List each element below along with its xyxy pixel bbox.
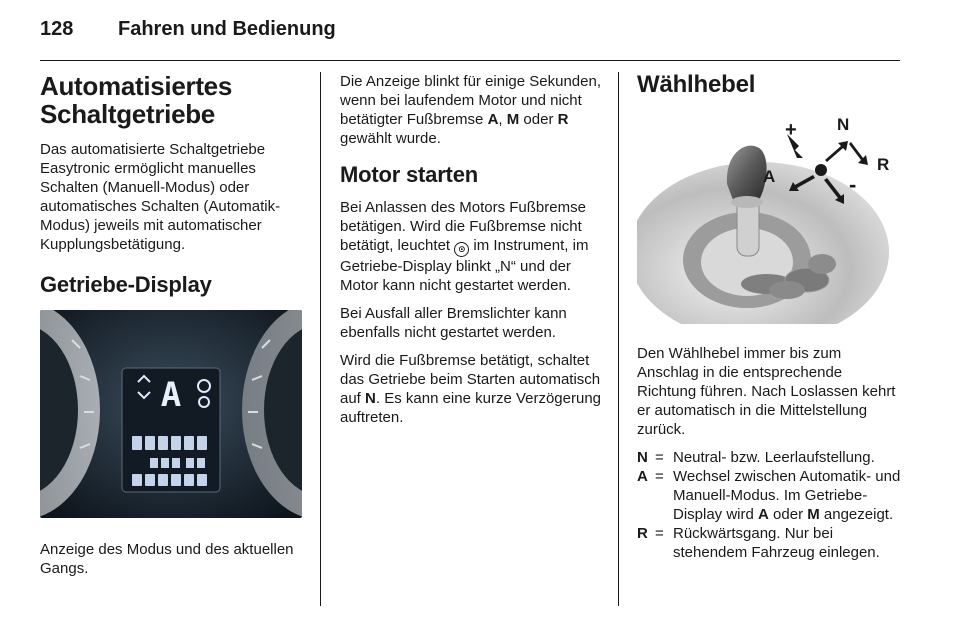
legend-key: R [637, 525, 648, 542]
legend-key: A [637, 468, 648, 485]
start-paragraph-2: Bei Ausfall aller Bremslichter kann ebenfalls nicht gestartet werden. [340, 305, 567, 341]
legend-text [673, 467, 901, 524]
start-paragraph-3 [340, 351, 604, 427]
mode-r: R [557, 111, 569, 128]
legend-eq: = [655, 449, 664, 466]
legend-row-n [637, 448, 901, 467]
legend-text-c: angezeigt. [819, 506, 894, 523]
label-n: N [837, 115, 850, 134]
legend-row-a [637, 467, 901, 524]
start-text-2: im Instrument, im Getriebe-Display blinkt „N“ und der Motor kann nicht gestartet werden. [340, 237, 589, 294]
legend-text-a: Wechsel zwischen Automatik- und Manuell-Modus. Im Getriebe-Display wird [673, 468, 901, 523]
blink-paragraph [340, 72, 604, 148]
brake-lamp-icon: ⊙ [454, 242, 469, 257]
section-title: Fahren und Bedienung [118, 18, 336, 40]
blink-text-1: Die Anzeige blinkt für einige Sekunden, wenn bei laufendem Motor und nicht betätigter Fußbremse [340, 73, 602, 128]
column-divider-2 [618, 72, 619, 606]
legend-row-r [637, 524, 901, 562]
mode-a: A [487, 111, 499, 128]
section-heading [40, 72, 308, 128]
column-2 [340, 72, 604, 436]
figure-caption: Anzeige des Modus und des aktuellen Gangs. [40, 541, 294, 577]
header-rule [40, 60, 900, 61]
start-heading: Motor starten [340, 162, 478, 187]
legend-key: N [637, 449, 648, 466]
legend-eq: = [655, 525, 664, 542]
start-paragraph-1 [340, 198, 604, 295]
heading-line-1: Automatisiertes [40, 71, 232, 101]
selector-heading: Wählhebel [637, 71, 756, 98]
label-r: R [877, 155, 890, 174]
legend-text-mid: oder [768, 506, 808, 523]
blink-sep-2: oder [519, 111, 558, 128]
label-plus: + [785, 119, 797, 141]
selector-intro: Den Wählhebel immer bis zum Anschlag in die entsprechende Richtung führen. Nach Loslassen kehrt er automatisch in die Mittelstellung zurück. [637, 345, 896, 438]
blink-text-2: gewählt wurde. [340, 130, 441, 147]
display-heading: Getriebe-Display [40, 272, 212, 297]
legend-eq: = [655, 468, 664, 485]
selector-lever-figure [637, 112, 901, 324]
start-text-1: Bei Anlassen des Motors Fußbremse betätigen. Wird die Fußbremse nicht betätigt, leuchtet [340, 199, 586, 254]
start-text-3: Wird die Fußbremse betätigt, schaltet das Getriebe beim Starten automatisch auf [340, 352, 601, 407]
column-3 [637, 72, 901, 562]
page-header [40, 18, 336, 41]
legend-mode-a: A [758, 506, 769, 523]
selector-legend [637, 448, 901, 562]
intro-paragraph: Das automatisierte Schaltgetriebe Easytronic ermöglicht manuelles Schalten (Manuell-Modus) oder automatisches Schalten (Automatik-Modus) jeweils mit automatischer Kupplungsbetätigung. [40, 141, 281, 253]
label-a: A [763, 167, 776, 186]
gear-display-figure [40, 310, 302, 518]
mode-m: M [506, 111, 520, 128]
heading-line-2: Schaltgetriebe [40, 99, 215, 129]
page-number: 128 [40, 18, 74, 40]
display-mode-symbol: A [160, 375, 182, 415]
legend-mode-m: M [807, 506, 820, 523]
column-1 [40, 72, 308, 587]
start-text-4: . Es kann eine kurze Verzögerung auftreten. [340, 390, 602, 426]
label-minus: - [849, 172, 857, 197]
neutral-n: N [365, 390, 376, 407]
blink-sep-1: , [498, 111, 507, 128]
legend-text: Rückwärtsgang. Nur bei stehendem Fahrzeug einlegen. [673, 525, 880, 561]
column-divider-1 [320, 72, 321, 606]
legend-text: Neutral- bzw. Leerlaufstellung. [673, 449, 875, 466]
